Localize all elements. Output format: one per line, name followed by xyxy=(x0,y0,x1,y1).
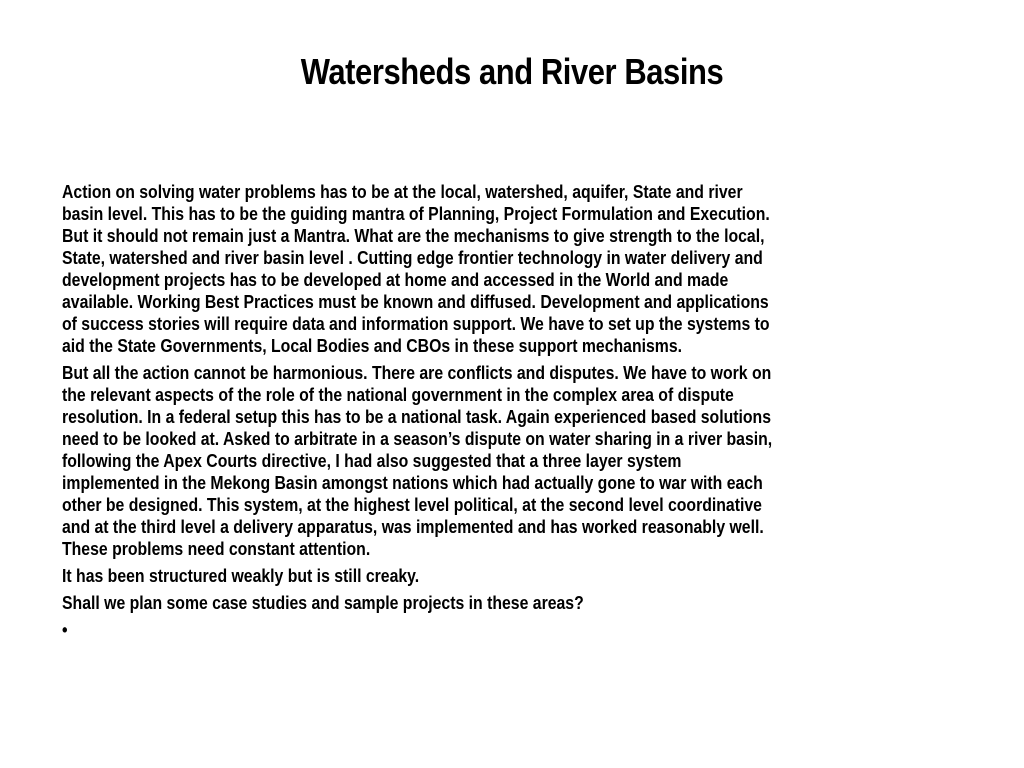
text-line: Action on solving water problems has to be at the local, watershed, aquifer, State and river xyxy=(62,182,743,202)
text-line: the relevant aspects of the role of the national government in the complex area of dispute xyxy=(62,385,734,405)
text-line: implemented in the Mekong Basin amongst nations which had actually gone to war with each xyxy=(62,473,763,493)
paragraph-case-studies xyxy=(62,592,958,614)
text-line: Shall we plan some case studies and sample projects in these areas? xyxy=(62,593,584,613)
text-line: other be designed. This system, at the highest level political, at the second level coordinative xyxy=(62,495,762,515)
text-line: State, watershed and river basin level . Cutting edge frontier technology in water delivery and xyxy=(62,248,763,268)
paragraph-disputes xyxy=(62,362,958,560)
text-line: aid the State Governments, Local Bodies and CBOs in these support mechanisms. xyxy=(62,336,683,356)
text-line: and at the third level a delivery apparatus, was implemented and has worked reasonably well. xyxy=(62,517,764,537)
empty-bullet: • xyxy=(62,620,68,640)
text-line: following the Apex Courts directive, I had also suggested that a three layer system xyxy=(62,451,682,471)
text-line: resolution. In a federal setup this has to be a national task. Again experienced based solutions xyxy=(62,407,772,427)
text-line: But it should not remain just a Mantra. What are the mechanisms to give strength to the local, xyxy=(62,226,765,246)
slide-title: Watersheds and River Basins xyxy=(300,51,724,92)
text-line: It has been structured weakly but is still creaky. xyxy=(62,566,420,586)
paragraph-structured xyxy=(62,565,958,587)
text-line: available. Working Best Practices must be known and diffused. Development and applications xyxy=(62,292,769,312)
paragraph-action xyxy=(62,181,958,357)
text-line: need to be looked at. Asked to arbitrate in a season’s dispute on water sharing in a river basin, xyxy=(62,429,773,449)
text-line: But all the action cannot be harmonious. There are conflicts and disputes. We have to work on xyxy=(62,363,772,383)
slide-body xyxy=(62,181,958,641)
text-line: These problems need constant attention. xyxy=(62,539,371,559)
text-line: basin level. This has to be the guiding mantra of Planning, Project Formulation and Execution. xyxy=(62,204,770,224)
text-line: development projects has to be developed at home and accessed in the World and made xyxy=(62,270,729,290)
text-line: of success stories will require data and information support. We have to set up the systems to xyxy=(62,314,770,334)
